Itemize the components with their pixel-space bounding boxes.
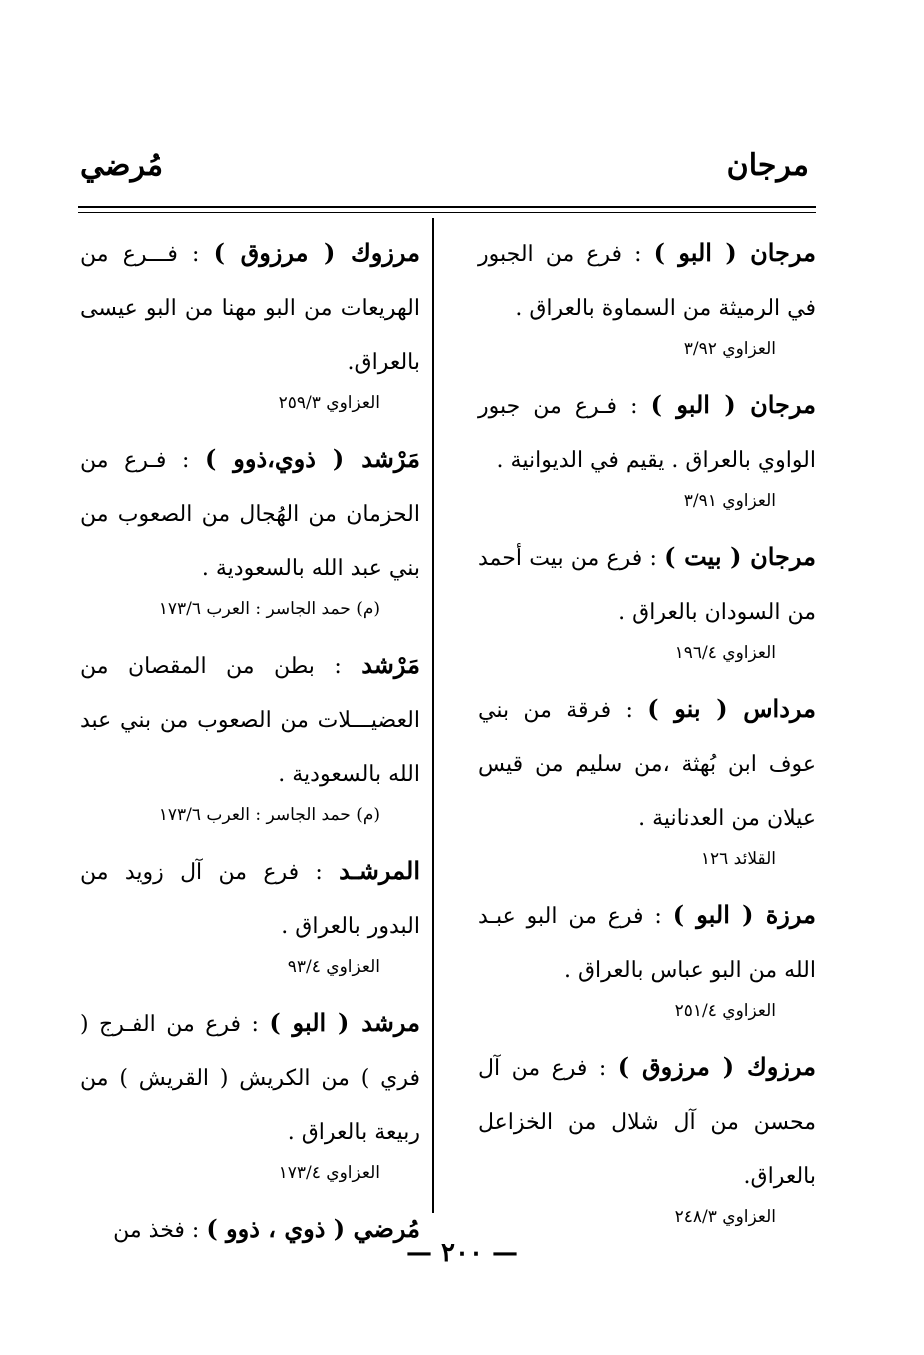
entry [80, 226, 420, 414]
entry-source: العزاوي ١٩٦/٤ [674, 643, 776, 663]
entry [478, 226, 816, 360]
entry [478, 1040, 816, 1228]
entry-body: : فرع من الجبور في الرميثة من السماوة بالعراق . [478, 242, 816, 321]
entry-headword: مرجان ( البو ) [653, 238, 816, 267]
right-column [478, 226, 816, 1246]
header-left-word: مُرضي [80, 148, 164, 183]
entry-body: : فخذ من [113, 1218, 207, 1243]
entry-source: العزاوي ١٧٣/٤ [278, 1163, 380, 1183]
entry-body: : فـرع من جبور الواوي بالعراق . يقيم في الديوانية . [478, 394, 816, 473]
header-rule-thin [78, 212, 816, 213]
entry-text [80, 996, 420, 1160]
entry-headword: المرشـد [339, 856, 420, 885]
entry-headword: مُرضي ( ذوي ، ذوو ) [206, 1214, 420, 1243]
entry-headword: مرداس ( بنو ) [647, 694, 816, 723]
entry-text [478, 530, 816, 640]
column-divider [432, 218, 434, 1213]
entry-body: : فرع من الفـرج ( فري ) من الكريش ( القريش ) من ربيعة بالعراق . [80, 1012, 420, 1145]
entry-text [80, 638, 420, 802]
entry-text [478, 226, 816, 336]
entry [478, 682, 816, 870]
entry-text [478, 1040, 816, 1204]
entry-body: : فرع من البو عبـد الله من البو عباس بالعراق . [478, 904, 816, 983]
entry-headword: مرشد ( البو ) [269, 1008, 420, 1037]
entry [478, 530, 816, 664]
entry-headword: مرزوك ( مرزوق ) [213, 238, 420, 267]
entry [80, 638, 420, 826]
entry-text [478, 888, 816, 998]
entry-body: : فرع من آل محسن من آل شلال من الخزاعل بالعراق. [478, 1056, 816, 1189]
header-right-word: مرجان [726, 148, 809, 183]
entry-body: : فرع من آل زويد من البدور بالعراق . [80, 860, 420, 939]
entry-source: العزاوي ٣/٩١ [683, 491, 776, 511]
entry-source: العزاوي ٩٣/٤ [287, 957, 380, 977]
entry-source: (م) حمد الجاسر : العرب ١٧٣/٦ [158, 805, 380, 825]
page-number: — ٢٠٠ — [405, 1238, 519, 1268]
entry-headword: مرزة ( البو ) [672, 900, 816, 929]
entry-source: العزاوي ٢٥٩/٣ [278, 393, 380, 413]
entry-body: : فـــرع من الهريعات من البو مهنا من البو عيسى بالعراق. [80, 242, 420, 375]
entry-source: العزاوي ٢٥١/٤ [674, 1001, 776, 1021]
entry-body: : فرقة من بني عوف ابن بُهثة ،من سليم من قيس عيلان من العدنانية . [478, 698, 816, 831]
entry-headword: مَرْشد [361, 650, 420, 679]
entry-headword: مرجان ( البو ) [650, 390, 816, 419]
entry-body: : فرع من بيت أحمد من السودان بالعراق . [478, 546, 816, 625]
entry-source: العزاوي ٣/٩٢ [683, 339, 776, 359]
entry [478, 378, 816, 512]
entry-source: القلائد ١٢٦ [700, 849, 776, 869]
entry-text [478, 378, 816, 488]
entry [80, 432, 420, 620]
entry [80, 996, 420, 1184]
entry-body: : فـرع من الحزمان من الهُجال من الصعوب من بني عبد الله بالسعودية . [80, 448, 420, 581]
entry-text [478, 682, 816, 846]
entry-text [80, 844, 420, 954]
entry-headword: مَرْشد ( ذوي،ذوو ) [204, 444, 420, 473]
entry-text [80, 432, 420, 596]
entry-text [80, 226, 420, 390]
entry [478, 888, 816, 1022]
entry-body: : بطن من المقصان من العضيـــلات من الصعوب من بني عبد الله بالسعودية . [80, 654, 420, 787]
header-rule [78, 206, 816, 208]
entry-headword: مرزوك ( مرزوق ) [617, 1052, 817, 1081]
entry-source: العزاوي ٢٤٨/٣ [674, 1207, 776, 1227]
entry [80, 844, 420, 978]
left-column [80, 226, 420, 1276]
entry-headword: مرجان ( بيت ) [664, 542, 816, 571]
entry-source: (م) حمد الجاسر : العرب ١٧٣/٦ [158, 599, 380, 619]
